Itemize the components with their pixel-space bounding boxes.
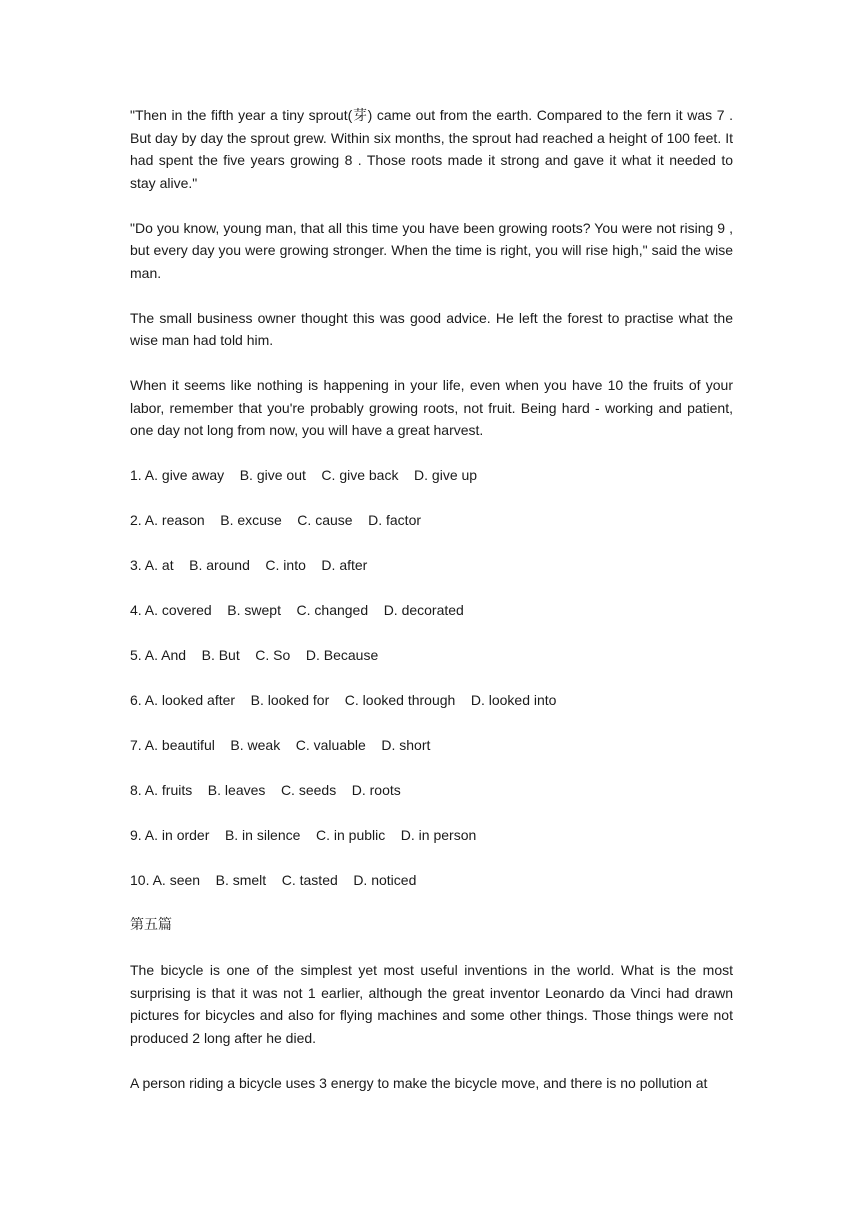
- section-paragraph-1: The bicycle is one of the simplest yet most useful inventions in the world. What is the most surprising is that it was not 1 earlier, although the great inventor Leonardo da Vinci had drawn pictures for bicycles and also for flying machines and some other things. Those things were not produced 2 long after he died.: [130, 962, 733, 1046]
- story-paragraph-1: "Then in the fifth year a tiny sprout(芽) came out from the earth. Compared to the fern it was 7 . But day by day the sprout grew. Within six months, the sprout had reached a height of 100 feet. It had spent the five years growing 8 . Those roots made it strong and gave it what it needed to stay alive.": [130, 107, 733, 191]
- option-line-7: 7. A. beautiful B. weak C. valuable D. short: [130, 737, 431, 753]
- option-line-5: 5. A. And B. But C. So D. Because: [130, 647, 379, 663]
- option-line-4: 4. A. covered B. swept C. changed D. decorated: [130, 602, 464, 618]
- story-paragraph-2: "Do you know, young man, that all this time you have been growing roots? You were not rising 9 , but every day you were growing stronger. When the time is right, you will rise high," said the wise man.: [130, 219, 733, 281]
- section-paragraph-2: A person riding a bicycle uses 3 energy to make the bicycle move, and there is no pollution at: [130, 1074, 708, 1091]
- option-line-9: 9. A. in order B. in silence C. in public D. in person: [130, 827, 477, 843]
- option-line-2: 2. A. reason B. excuse C. cause D. factor: [130, 512, 422, 528]
- story-paragraph-3: The small business owner thought this was good advice. He left the forest to practise what the wise man had told him.: [130, 309, 733, 348]
- section-title: 第五篇: [130, 917, 172, 933]
- option-line-6: 6. A. looked after B. looked for C. looked through D. looked into: [130, 692, 557, 708]
- option-line-10: 10. A. seen B. smelt C. tasted D. noticed: [130, 872, 417, 888]
- option-line-8: 8. A. fruits B. leaves C. seeds D. roots: [130, 782, 401, 798]
- document-page: [130, 104, 733, 1117]
- options-list: [130, 464, 733, 892]
- option-line-3: 3. A. at B. around C. into D. after: [130, 557, 368, 573]
- option-line-1: 1. A. give away B. give out C. give back D. give up: [130, 467, 478, 483]
- story-paragraph-4: When it seems like nothing is happening in your life, even when you have 10 the fruits of your labor, remember that you're probably growing roots, not fruit. Being hard - working and patient, one day not long from now, you will have a great harvest.: [130, 377, 733, 438]
